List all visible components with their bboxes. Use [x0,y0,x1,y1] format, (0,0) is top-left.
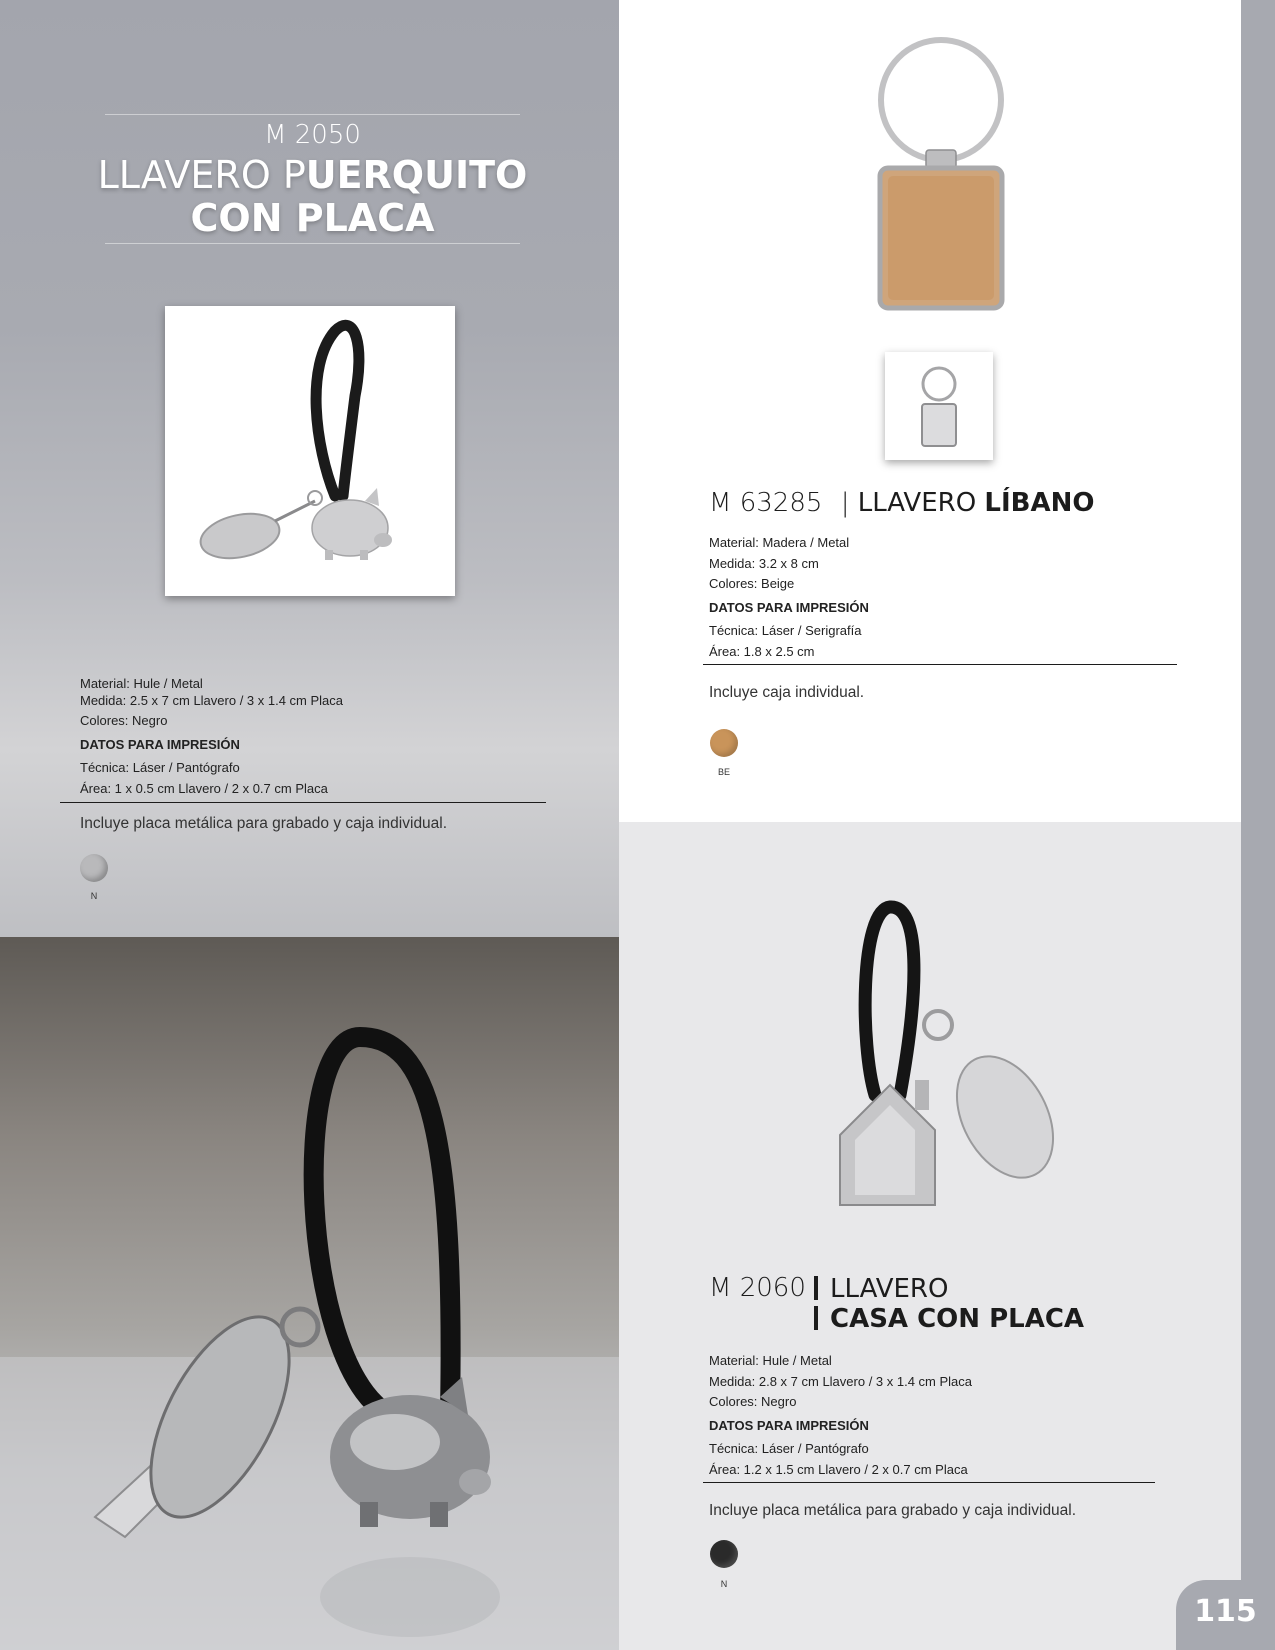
title-bold: UERQUITO [305,153,528,197]
note-m2050: Incluye placa metálica para grabado y caja individual. [80,815,448,832]
specs-m63285 [709,533,1179,662]
product-title-m2050 [90,154,535,240]
color-swatch-n [710,1540,738,1568]
title-bottom-rule [105,243,520,244]
product-code-m2060 [709,1273,806,1303]
spec-tecnica: Técnica: Láser / Serigrafía [709,623,862,638]
product-image-m2050 [165,306,455,596]
wood-keychain-illustration [800,20,1055,320]
spec-area: Área: 1.8 x 2.5 cm [709,643,815,659]
right-edge-strip [1241,0,1275,1650]
pig-keychain-illustration [165,306,455,596]
spec-divider-m2050 [60,802,546,803]
spec-tecnica: Técnica: Láser / Pantógrafo [709,1441,869,1456]
swatch-label-n: N [90,891,98,901]
specs-m2060 [709,1351,1179,1480]
specs-m2050 [80,674,550,799]
spec-tecnica: Técnica: Láser / Pantógrafo [80,760,240,775]
spec-datos-heading: DATOS PARA IMPRESIÓN [709,1417,869,1433]
title-line2: CON PLACA [190,196,435,240]
spec-material: Material: Madera / Metal [709,535,850,550]
title-top-rule [105,114,520,115]
product-code-m63285: M 63285 [709,488,823,518]
spec-medida: Medida: 3.2 x 8 cm [709,555,819,571]
product-heading-m63285 [709,488,1229,518]
spec-medida: Medida: 2.5 x 7 cm Llavero / 3 x 1.4 cm Placa [80,692,344,708]
title-separator-bar-1 [814,1276,818,1300]
color-swatch-n [80,854,108,882]
title-separator: | [840,488,850,518]
spec-area: Área: 1 x 0.5 cm Llavero / 2 x 0.7 cm Placa [80,780,328,796]
spec-divider-m2060 [703,1482,1155,1483]
note-m2060: Incluye placa metálica para grabado y caja individual. [709,1502,1077,1519]
product-image-m63285 [800,20,1055,320]
spec-datos-heading: DATOS PARA IMPRESIÓN [709,599,869,615]
title-line1: LLAVERO [830,1274,949,1304]
spec-area: Área: 1.2 x 1.5 cm Llavero / 2 x 0.7 cm Placa [709,1461,968,1477]
spec-material: Material: Hule / Metal [80,676,203,691]
note-m63285: Incluye caja individual. [709,684,865,701]
pig-keychain-lifestyle-illustration [0,937,619,1650]
spec-colores: Colores: Beige [709,576,795,591]
title-light: LLAVERO [857,488,985,518]
spec-colores: Colores: Negro [709,1394,797,1409]
color-swatch-be [710,729,738,757]
title-light: LLAVERO P [97,153,306,197]
product-title-m2060 [830,1274,1084,1334]
spec-colores: Colores: Negro [80,713,168,728]
house-keychain-illustration [820,895,1090,1215]
title-separator-bar-2 [814,1306,818,1330]
title-line2: CASA CON PLACA [830,1304,1085,1334]
spec-medida: Medida: 2.8 x 7 cm Llavero / 3 x 1.4 cm Placa [709,1373,973,1389]
product-thumb-m63285 [885,352,993,460]
title-bold: LÍBANO [984,488,1095,518]
swatch-label-n: N [720,1579,728,1589]
product-image-m2060 [820,895,1090,1215]
metal-keychain-thumb-illustration [885,352,993,460]
spec-datos-heading: DATOS PARA IMPRESIÓN [80,736,240,752]
lifestyle-photo [0,937,619,1650]
spec-divider-m63285 [703,664,1177,665]
spec-material: Material: Hule / Metal [709,1353,832,1368]
product-code-m2050: M 2050 [264,120,361,150]
product-code-text: M 2060 [709,1273,806,1303]
swatch-label-be: BE [717,767,730,777]
page-number: 115 [1194,1594,1257,1629]
